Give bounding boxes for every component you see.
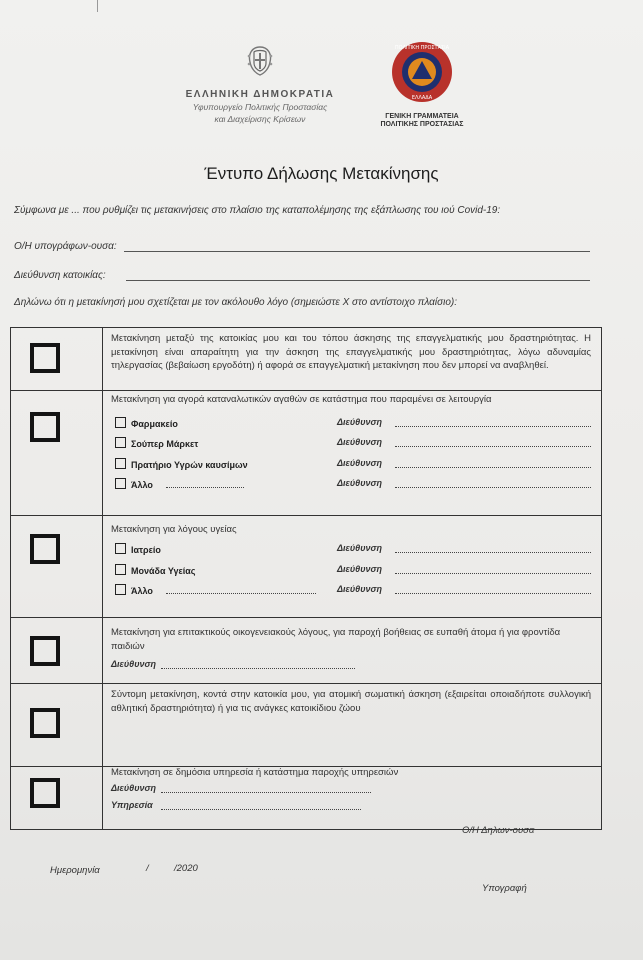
pharmacy-checkbox[interactable] [115,417,126,428]
civil-protection-seal-icon [390,40,454,104]
option-supermarket[interactable] [115,437,198,449]
reason-1-checkbox[interactable] [30,343,60,373]
signature-label: Υπογραφή [482,883,527,894]
address-label: Διεύθυνση [111,783,156,793]
greek-crest-icon [243,44,277,78]
health-unit-checkbox[interactable] [115,564,126,575]
option-doctor[interactable] [115,543,161,555]
option-label: Φαρμακείο [131,419,178,429]
family-address-input[interactable] [161,668,355,669]
health-other-address-input[interactable] [395,593,591,594]
service-label: Υπηρεσία [111,800,153,810]
column-divider [102,328,103,829]
address-label: Διεύθυνση [337,458,382,468]
address-label: Διεύθυνση [337,564,382,574]
row-divider [11,617,601,618]
reasons-table [10,327,602,830]
row-divider [11,390,601,391]
header-right [378,40,466,129]
reason-5-checkbox[interactable] [30,708,60,738]
secretariat-line-1: ΓΕΝΙΚΗ ΓΡΑΜΜΑΤΕΙΑ [385,113,459,120]
ministry-line-1: Υφυπουργείο Πολιτικής Προστασίας [192,102,328,112]
reason-4-text: Μετακίνηση για επιτακτικούς οικογενειακούς λόγους, για παροχή βοήθειας σε ευπαθή άτομα ή για φροντίδα παιδιών [111,627,561,652]
fuel-address-input[interactable] [395,467,591,468]
reason-6-checkbox[interactable] [30,778,60,808]
row-divider [11,683,601,684]
address-label: Διεύθυνση κατοικίας: [14,270,106,281]
option-other[interactable] [115,478,153,490]
reason-5-text: Σύντομη μετακίνηση, κοντά στην κατοικία μου, για ατομική σωματική άσκηση (εξαιρείται οποιαδήποτε συλλογική αθλητική δραστηριότητα) ή για τις ανάγκες κατοικίδιου ζώου [111,689,591,714]
declaration-text: Δηλώνω ότι η μετακίνησή μου σχετίζεται με τον ακόλουθο λόγο (σημειώστε Χ στο αντίστοιχο πλαίσιο): [14,297,458,308]
option-health-other[interactable] [115,584,153,596]
address-label: Διεύθυνση [337,478,382,488]
svg-text:ΕΛΛΑΔΑ: ΕΛΛΑΔΑ [411,95,433,101]
service-address-input[interactable] [161,792,371,793]
address-label: Διεύθυνση [337,584,382,594]
reason-1-text: Μετακίνηση μεταξύ της κατοικίας μου και του τόπου άσκησης της επαγγελματικής μου δραστηριότητας. Η μετακίνηση είναι απαραίτητη για την άσκηση της επαγγελματικής μου δραστηριότητας, λόγω αδυναμίας τηλεργασίας (βεβαίωση εργοδότη) ή αφορά σε επαγγελματική μετακίνηση που δεν μπορεί να αναβληθεί. [111,333,591,371]
ministry-line-2: και Διαχείρισης Κρίσεων [214,114,306,124]
address-label: Διεύθυνση [337,417,382,427]
date-label: Ημερομηνία [50,865,100,876]
date-year[interactable]: /2020 [174,863,198,874]
signer-label: Ο/Η υπογράφων-ουσα: [14,241,117,252]
republic-heading: ΕΛΛΗΝΙΚΗ ΔΗΜΟΚΡΑΤΙΑ [185,89,335,100]
address-input[interactable] [126,280,590,281]
option-label: Πρατήριο Υγρών καυσίμων [131,460,248,470]
option-label: Άλλο [131,586,153,596]
other-input[interactable] [166,487,244,488]
address-label: Διεύθυνση [337,543,382,553]
svg-text:ΠΟΛΙΤΙΚΗ ΠΡΟΣΤΑΣΙΑ: ΠΟΛΙΤΙΚΗ ΠΡΟΣΤΑΣΙΑ [394,45,450,51]
row-divider [11,515,601,516]
doctor-checkbox[interactable] [115,543,126,554]
other-address-input[interactable] [395,487,591,488]
reason-2-text: Μετακίνηση για αγορά καταναλωτικών αγαθών σε κατάστημα που παραμένει σε λειτουργία [111,394,492,405]
reason-3-text: Μετακίνηση για λόγους υγείας [111,524,237,535]
option-health-unit[interactable] [115,564,196,576]
reason-3-checkbox[interactable] [30,534,60,564]
declarant-label: Ο/Η Δηλων-ουσα [462,825,535,836]
secretariat-line-2: ΠΟΛΙΤΙΚΗΣ ΠΡΟΣΤΑΣΙΑΣ [380,121,464,128]
signer-input[interactable] [124,251,590,252]
option-label: Σούπερ Μάρκετ [131,439,199,449]
option-label: Άλλο [131,480,153,490]
health-other-input[interactable] [166,593,316,594]
fuel-station-checkbox[interactable] [115,458,126,469]
header-left [160,44,360,124]
other-checkbox[interactable] [115,478,126,489]
form-title: Έντυπο Δήλωσης Μετακίνησης [204,164,439,183]
fold-mark [97,0,98,12]
reason-6-text: Μετακίνηση σε δημόσια υπηρεσία ή κατάστημα παροχής υπηρεσιών [111,767,399,778]
supermarket-address-input[interactable] [395,446,591,447]
supermarket-checkbox[interactable] [115,437,126,448]
option-label: Μονάδα Υγείας [131,566,196,576]
doctor-address-input[interactable] [395,552,591,553]
option-pharmacy[interactable] [115,417,178,429]
pharmacy-address-input[interactable] [395,426,591,427]
address-label: Διεύθυνση [337,437,382,447]
intro-text: Σύμφωνα με ... που ρυθμίζει τις μετακινήσεις στο πλαίσιο της καταπολέμησης της εξάπλωσης του ιού Covid-19: [14,205,501,216]
health-other-checkbox[interactable] [115,584,126,595]
service-input[interactable] [161,809,361,810]
reason-2-checkbox[interactable] [30,412,60,442]
option-fuel-station[interactable] [115,458,248,470]
date-separator: / [146,863,149,874]
option-label: Ιατρείο [131,545,161,555]
reason-4-checkbox[interactable] [30,636,60,666]
address-label: Διεύθυνση [111,659,156,669]
health-unit-address-input[interactable] [395,573,591,574]
